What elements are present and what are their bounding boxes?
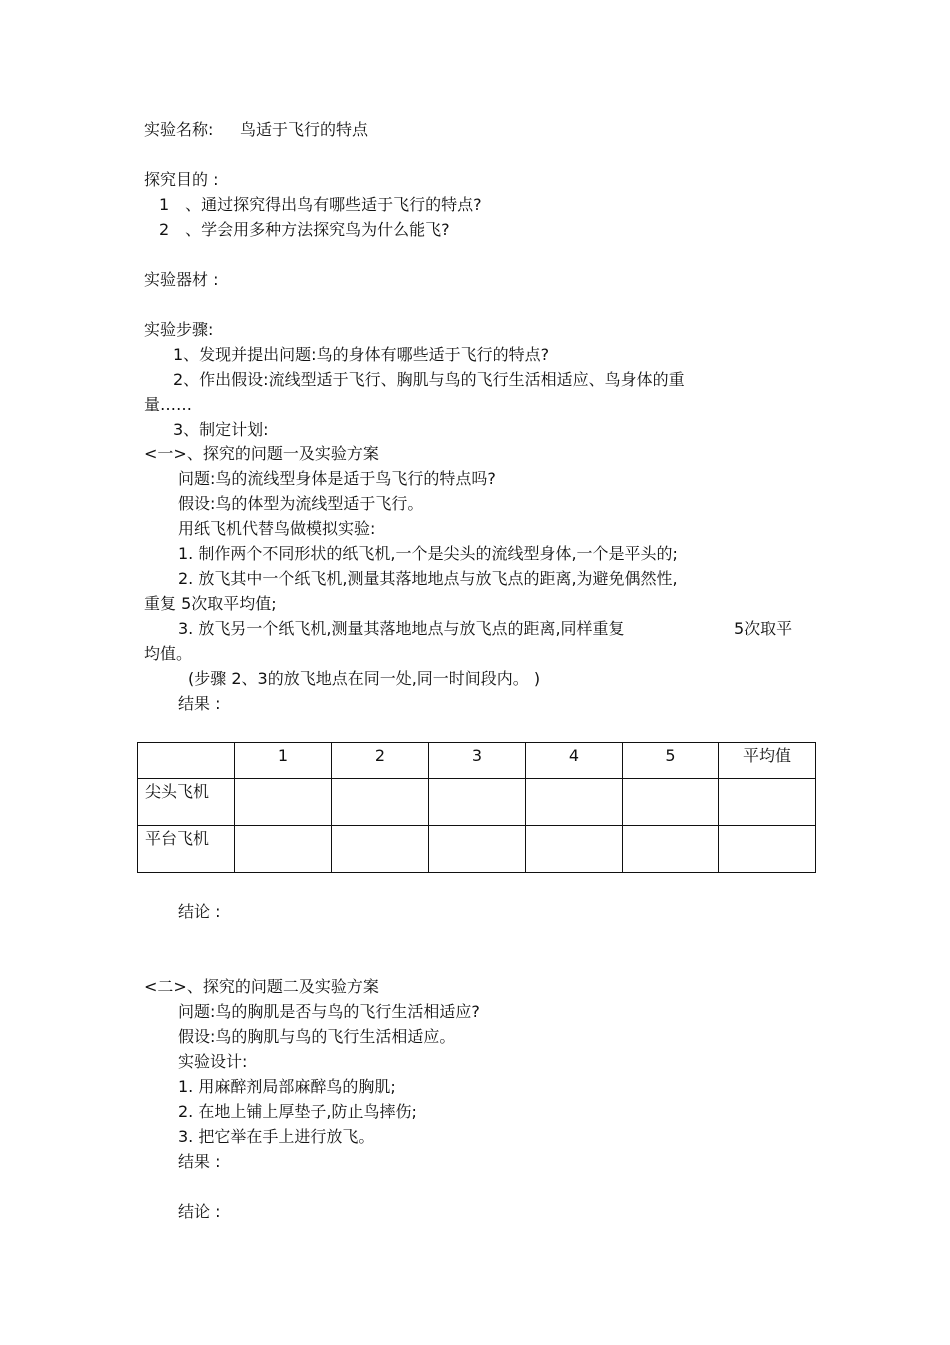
results-table	[137, 742, 816, 873]
table-header-cell: 1	[235, 743, 332, 779]
step-2: 2、作出假设:流线型适于飞行、胸肌与鸟的飞行生活相适应、鸟身体的重	[173, 370, 685, 389]
part2-hypothesis: 假设:鸟的胸肌与鸟的飞行生活相适应。	[178, 1027, 456, 1046]
part2-design-3: 3. 把它举在手上进行放飞。	[178, 1127, 375, 1146]
part1-heading: <一>、探究的问题一及实验方案	[144, 444, 379, 463]
part1-hypothesis: 假设:鸟的体型为流线型适于飞行。	[178, 494, 424, 513]
experiment-title-value: 鸟适于飞行的特点	[240, 120, 369, 139]
part2-design-heading: 实验设计:	[178, 1052, 248, 1071]
part1-procedure-3-continued: 均值。	[144, 644, 193, 663]
part1-conclusion-label: 结论 :	[178, 902, 221, 921]
table-row-label: 尖头飞机	[138, 779, 235, 826]
part1-procedure-2-continued: 重复 5次取平均值;	[144, 594, 277, 613]
table-cell	[332, 779, 429, 826]
step-1: 1、发现并提出问题:鸟的身体有哪些适于飞行的特点?	[173, 345, 550, 364]
table-cell	[235, 779, 332, 826]
part1-note: (步骤 2、3的放飞地点在同一处,同一时间段内。 )	[188, 669, 541, 688]
purpose-item: 1 、通过探究得出鸟有哪些适于飞行的特点?	[159, 195, 482, 214]
part1-procedure-3: 3. 放飞另一个纸飞机,测量其落地地点与放飞点的距离,同样重复	[178, 619, 625, 638]
part1-result-label: 结果 :	[178, 694, 221, 713]
table-cell	[719, 826, 816, 873]
part2-question: 问题:鸟的胸肌是否与鸟的飞行生活相适应?	[178, 1002, 480, 1021]
table-cell	[429, 779, 526, 826]
part1-procedure-2: 2. 放飞其中一个纸飞机,测量其落地地点与放飞点的距离,为避免偶然性,	[178, 569, 678, 588]
materials-heading: 实验器材 :	[144, 270, 219, 289]
table-row	[138, 826, 816, 873]
experiment-title-label: 实验名称:	[144, 120, 214, 139]
purpose-heading: 探究目的 :	[144, 170, 219, 189]
table-header-cell: 2	[332, 743, 429, 779]
table-cell	[429, 826, 526, 873]
table-cell	[719, 779, 816, 826]
table-row-label: 平台飞机	[138, 826, 235, 873]
table-header-cell: 5	[623, 743, 719, 779]
table-cell	[332, 826, 429, 873]
table-cell	[526, 826, 623, 873]
table-header-cell: 3	[429, 743, 526, 779]
part2-result-label: 结果 :	[178, 1152, 221, 1171]
part2-design-2: 2. 在地上铺上厚垫子,防止鸟摔伤;	[178, 1102, 417, 1121]
part1-question: 问题:鸟的流线型身体是适于鸟飞行的特点吗?	[178, 469, 496, 488]
part1-procedure-1: 1. 制作两个不同形状的纸飞机,一个是尖头的流线型身体,一个是平头的;	[178, 544, 678, 563]
part2-conclusion-label: 结论 :	[178, 1202, 221, 1221]
table-header-cell	[138, 743, 235, 779]
table-cell	[623, 779, 719, 826]
part2-heading: <二>、探究的问题二及实验方案	[144, 977, 379, 996]
table-row	[138, 779, 816, 826]
purpose-item: 2 、学会用多种方法探究鸟为什么能飞?	[159, 220, 450, 239]
part1-method: 用纸飞机代替鸟做模拟实验:	[178, 519, 376, 538]
table-cell	[526, 779, 623, 826]
part2-design-1: 1. 用麻醉剂局部麻醉鸟的胸肌;	[178, 1077, 396, 1096]
part1-procedure-3-end: 5次取平	[734, 619, 793, 638]
table-cell	[623, 826, 719, 873]
table-header-cell: 平均值	[719, 743, 816, 779]
table-header-cell: 4	[526, 743, 623, 779]
table-header-row	[138, 743, 816, 779]
table-cell	[235, 826, 332, 873]
step-3: 3、制定计划:	[173, 420, 269, 439]
step-2-continued: 量……	[144, 395, 193, 414]
steps-heading: 实验步骤:	[144, 320, 214, 339]
